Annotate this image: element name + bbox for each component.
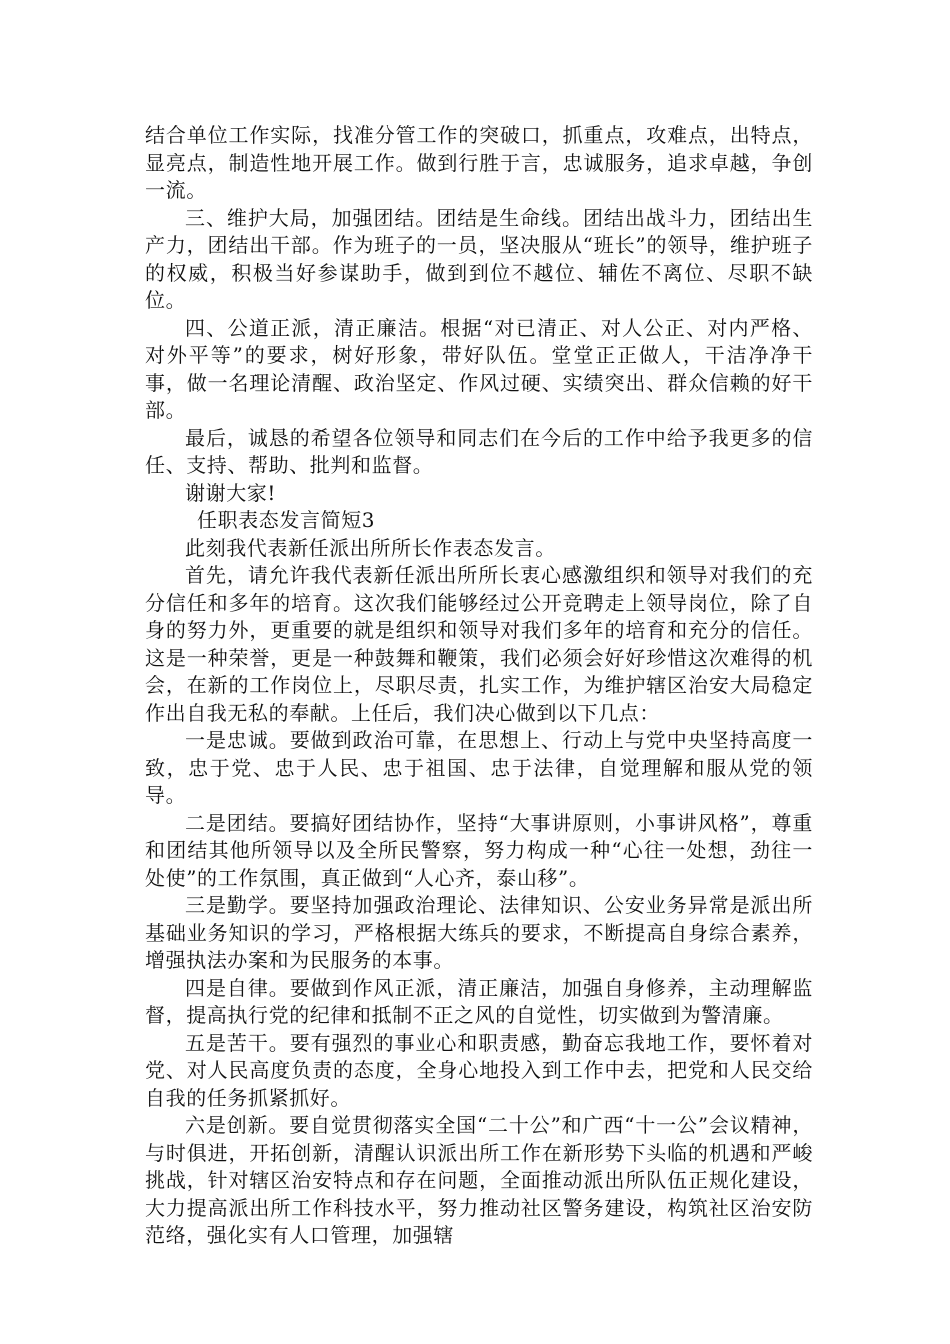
paragraph-study: 三是勤学。要坚持加强政治理论、法律知识、公安业务异常是派出所基础业务知识的学习，严格根据大练兵的要求，不断提高自身综合素养，增强执法办案和为民服务的本事。 xyxy=(145,893,813,972)
section-title: 任职表态发言简短3 xyxy=(197,508,376,532)
paragraph-thanks: 谢谢大家! xyxy=(185,480,277,505)
paragraph-intro: 此刻我代表新任派出所所长作表态发言。 xyxy=(185,535,556,560)
paragraph-discipline: 四是自律。要做到作风正派，清正廉洁，加强自身修养，主动理解监督，提高执行党的纪律和抵制不正之风的自觉性，切实做到为警清廉。 xyxy=(145,975,813,1027)
paragraph-gratitude: 首先，请允许我代表新任派出所所长衷心感激组织和领导对我们的充分信任和多年的培育。这次我们能够经过公开竞聘走上领导岗位，除了自身的努力外，更重要的就是组织和领导对我们多年的培育和充分的信任。这是一种荣誉，更是一种鼓舞和鞭策，我们必须会好好珍惜这次难得的机会，在新的工作岗位上，尽职尽责，扎实工作，为维护辖区治安大局稳定作出自我无私的奉献。上任后，我们决心做到以下几点： xyxy=(145,563,813,725)
paragraph-closing: 最后，诚恳的希望各位领导和同志们在今后的工作中给予我更多的信任、支持、帮助、批判和监督。 xyxy=(145,425,813,477)
paragraph-loyalty: 一是忠诚。要做到政治可靠，在思想上、行动上与党中央坚持高度一致，忠于党、忠于人民、忠于祖国、忠于法律，自觉理解和服从党的领导。 xyxy=(145,728,813,807)
paragraph-hard-work: 五是苦干。要有强烈的事业心和职责感，勤奋忘我地工作，要怀着对党、对人民高度负责的态度，全身心地投入到工作中去，把党和人民交给自我的任务抓紧抓好。 xyxy=(145,1030,813,1110)
document-page xyxy=(145,122,813,1250)
paragraph-unity: 三、维护大局，加强团结。团结是生命线。团结出战斗力，团结出生产力，团结出干部。作为班子的一员，坚决服从“班长”的领导，维护班子的权威，积极当好参谋助手，做到到位不越位、辅佐不离位、尽职不缺位。 xyxy=(145,205,813,312)
paragraph-continuation: 结合单位工作实际，找准分管工作的突破口，抓重点，攻难点，出特点，显亮点，制造性地开展工作。做到行胜于言，忠诚服务，追求卓越，争创一流。 xyxy=(145,123,813,202)
paragraph-innovation: 六是创新。要自觉贯彻落实全国“二十公”和广西“十一公”会议精神，与时俱进，开拓创新，清醒认识派出所工作在新形势下头临的机遇和严峻挑战，针对辖区治安特点和存在问题，全面推动派出所队伍正规化建设，大力提高派出所工作科技水平，努力推动社区警务建设，构筑社区治安防范络，强化实有人口管理，加强辖 xyxy=(145,1113,813,1247)
paragraph-solidarity: 二是团结。要搞好团结协作，坚持“大事讲原则，小事讲风格”，尊重和团结其他所领导以及全所民警察，努力构成一种“心往一处想，劲往一处使”的工作氛围，真正做到“人心齐，泰山移”。 xyxy=(145,810,813,890)
paragraph-integrity: 四、公道正派，清正廉洁。根据“对已清正、对人公正、对内严格、对外平等”的要求，树好形象，带好队伍。堂堂正正做人，干洁净净干事，做一名理论清醒、政治坚定、作风过硬、实绩突出、群众信赖的好干部。 xyxy=(145,315,813,422)
